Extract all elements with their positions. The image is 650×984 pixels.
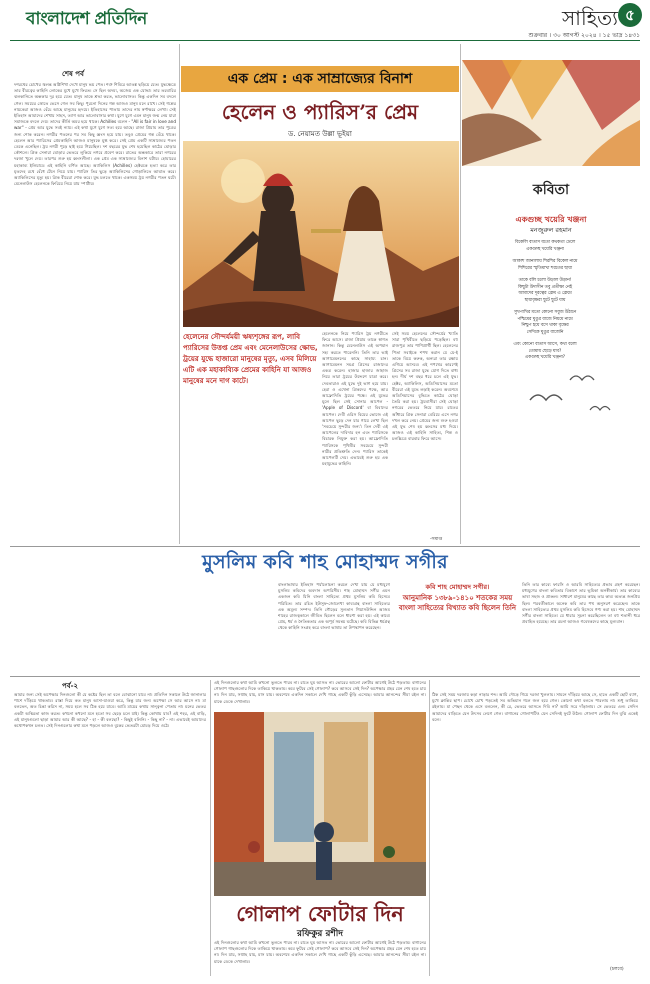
section2-header <box>10 548 640 578</box>
story-part-label: পর্ব-২ <box>62 682 79 690</box>
poem-title: একগুচ্ছ খয়েরি খঞ্জনা <box>515 215 587 224</box>
poem-illustration <box>462 60 640 166</box>
page-number: ৫ <box>618 3 642 27</box>
story-end-mark: (চলবে) <box>610 967 624 972</box>
poem-line: আমাদের দূরত্বের ফ্রেম এ ফ্রেমে <box>518 291 572 296</box>
feature-title: হেলেন ও প্যারিস’র প্রেম <box>221 100 419 124</box>
divider <box>460 44 461 544</box>
poem-line: আকাশ জানালায় শিরশির বিকেল নামে <box>512 259 578 264</box>
masthead-logo <box>26 6 226 32</box>
poem-body <box>470 240 620 362</box>
story-col2: এই দিনগুলোর কথা আমি কখনো ভুলতে পারব না। রাতে ঘুম আসত না। ভোরের আলো ফোটার আগেই উঠে পড়তাম। বাগানের গোলাপ গাছগুলোর দিকে তাকিয়ে থাকতাম। কবে ফুটবে সেই গোলাপ? কবে আসবে সেই দিন? অপেক্ষার প্রহর যেন শেষ হতে চায় না। দিন যায়, সপ্তাহ যায়, মাস যায়। অবশেষে একদিন সকালে দেখি গাছে একটি কুঁড়ি এসেছে। আমার আনন্দের সীমা রইল না। মাকে ডেকে দেখালাম। <box>214 680 426 704</box>
feature-pull-quote: হেলেনের সৌন্দর্যময়ী ঋষ্যশৃঙ্গের রূপ, লাবি প্যারিসের উত্তপ্ত প্রেম এবং মেনেলাউসের ক্ষোভ, ট্রয়ের যুদ্ধে হাজারো মানুষের মৃত্যু, এসব মিলিয়ে এটি এক মহাকাব্যিক প্রেমের কাহিনি যা আজও মানুষের মনে দাগ কাটে। <box>183 333 318 385</box>
left-col-heading: শেষ পর্ব <box>62 70 84 78</box>
birds-illustration <box>520 360 630 430</box>
story-col1: আমার জন্য সেই অপেক্ষার দিনগুলো কী যে কষ্টের ছিল তা বলে বোঝানো যাবে না। প্রতিদিন সকালে উঠে জানালার পাশে দাঁড়িয়ে থাকতাম। রাস্তা দিয়ে কত মানুষ আসা-যাওয়া করে, কিন্তু যার জন্য অপেক্ষা সে আর আসে না। মা বলতেন, অত চিন্তা করিস না, সময় হলে সব ঠিক হয়ে যাবে। আমি মায়ের কথায় সান্ত্বনা পেতাম না। মনের ভেতর একটা অস্থিরতা কাজ করত। কখনো কখনো মনে হতো সব ছেড়ে চলে যাই। কিন্তু কোথায় যাব? এই শহর, এই বাড়ি, এই মানুষগুলো ছাড়া আমার আর কী আছে? - হা - কী বলছো? - কিছুই বলিনি। - কিছু না? - না। এভাবেই আমাদের কথোপকথন চলত। সেই দিনগুলোর কথা মনে পড়লে আজও বুকের ভেতরটা মোচড় দিয়ে ওঠে। <box>14 692 206 729</box>
helen-paris-illustration <box>183 141 459 327</box>
section2-col1: বাংলাভাষার ইতিহাস পর্যালোচনা করলে দেখা যায় যে মধ্যযুগে মুসলিম কবিদের অবদান অপরিসীম। শাহ মোহাম্মদ সগীর এমন একজন কবি যিনি বাংলা সাহিত্যে প্রথম মুসলিম কবি হিসেবে পরিচিত। তার রচিত ইউসুফ-জোলেখা কাব্যগ্রন্থ বাংলা সাহিত্যের এক অমূল্য সম্পদ। তিনি গৌড়ের সুলতান গিয়াসউদ্দিন আজম শাহের রাজত্বকালে জীবিত ছিলেন বলে ধারণা করা হয়। এই কাব্যে প্রেম, ধর্ম ও নৈতিকতার এক অপূর্ব সমন্বয় ঘটেছে। কবি বিভিন্ন ধর্মগ্রন্থ থেকে কাহিনি সংগ্রহ করে বাংলা ভাষায় তা উপস্থাপন করেছেন। <box>278 582 390 631</box>
poem-line: একগুচ্ছ খয়েরি খঞ্জনা? <box>524 355 566 360</box>
section2-title: মুসলিম কবি শাহ মোহাম্মদ সগীর <box>202 551 448 573</box>
left-col-body: দশরথের চোখের জ্বলন্ত অগ্নিশিখা দেখে মানুষ ভয় পেত। শত্রু শিবিরে আতঙ্ক ছড়িয়ে যেত। যুদ্ধক্ষেত্রে তার বীরত্বের কাহিনি লোকের মুখে মুখে ফিরত। সে ছিল অদম্য, অজেয় এক যোদ্ধা। তার তরবারির ঝলকানিতে অন্ধকার দূর হয়ে যেত। মানুষ তাকে শ্রদ্ধা করত, ভালোবাসত। কিন্তু একদিন সব বদলে গেল। সময়ের স্রোতে ভেসে গেল সব কিছু। পুরনো দিনের গল্প আজও মানুষ মনে রাখে। সেই গল্পের নায়কেরা আজও বেঁচে আছে মানুষের হৃদয়ে। ইতিহাসের পাতায় তাদের নাম স্বর্ণাক্ষরে লেখা। সেই ইতিহাস আমাদের শেখায় সাহস, ত্যাগ আর ভালোবাসার কথা। যুগে যুগে এমন মানুষ জন্ম নেয় যারা সমাজকে বদলে দেয়। তাদের কীর্তি অমর হয়ে থাকে। Achilles বলেন - "All is fair in love and war" - প্রেম আর যুদ্ধে সবই ন্যায়। এই কথা যুগে যুগে সত্য হয়ে আছে। রাজা প্রিয়াম তার পুত্রের জন্য শোক করেন। নগরীর পতনের পর সব কিছু ধ্বংস হয়ে যায়। তবুও প্রেমের গল্প বেঁচে থাকে। হেলেন আর প্যারিসের প্রেমকাহিনি আজও মানুষকে মুগ্ধ করে। সেই প্রেম একটি সাম্রাজ্যের পতন ডেকে এনেছিল। ট্রয় নগরী পুড়ে ছাই হয়ে গিয়েছিল। দশ বছরের যুদ্ধ শেষ হয়েছিল কাঠের ঘোড়ার কৌশলে। গ্রিক সেনারা ঘোড়ার ভেতরে লুকিয়ে নগরে প্রবেশ করে। রাতের অন্ধকারে তারা নগরের দরজা খুলে দেয়। তারপর শুরু হয় ধ্বংসলীলা। এক প্রেম এক সাম্রাজ্যের বিনাশ ঘটায়। হোমারের মহাকাব্য ইলিয়াডে এই কাহিনি বর্ণিত আছে। অ্যাকিলিস (Achilles) হেক্টরকে হত্যা করে তার মৃতদেহ রথে বেঁধে টেনে নিয়ে যায়। প্যারিস তির ছুড়ে অ্যাকিলিসের গোড়ালিতে আঘাত করে। অ্যাকিলিসের মৃত্যু হয়। গ্রিক বীরেরা শোক করে। যুদ্ধ চলতে থাকে। একসময় ট্রয় নগরীর পতন ঘটে। মেনেলাউস হেলেনকে ফিরিয়ে নিয়ে যায় স্পার্টায়। <box>14 82 176 187</box>
poem-line: কিছুটা উদাসীন তবু প্রতীক্ষা নেই <box>518 284 572 290</box>
street-illustration <box>214 712 426 896</box>
poem-line: এবং কোনো বাতাস আসে, কথা বলো <box>513 342 577 347</box>
poem-line: তাকে বলি চলো উড়াল উড়ান! <box>518 278 572 283</box>
section2-quote-name: কবি শাহ মোহাম্মদ সগীর। <box>425 583 490 591</box>
poem-line: তোমায় ছেড়ে যাব? <box>528 348 562 354</box>
feature-end-mark: -সমাপ্ত <box>430 537 443 542</box>
section2-col3: তিনি তার কাব্যে ফারসি ও আরবি সাহিত্যের প্রভাব গ্রহণ করেছেন। মধ্যযুগের বাংলা কবিতার বিকাশে তার ভূমিকা অনস্বীকার্য। তার কাব্যের ভাষা সহজ ও প্রাঞ্জল। সাধারণ মানুষের কাছে তার কাব্য অত্যন্ত জনপ্রিয় ছিল। পরবর্তীকালে অনেক কবি তার পথ অনুসরণ করেছেন। তাকে বাংলা সাহিত্যের প্রথম মুসলিম কবি হিসেবে গণ্য করা হয়। শাহ মোহাম্মদ সগীর বাংলা সাহিত্যে যে ধারার সূচনা করেছিলেন তা বহু শতাব্দী ধরে প্রবাহিত হয়েছে। তার রচনা আজও গবেষকদের কাছে মূল্যবান। <box>522 582 640 625</box>
poem-line: বিকেলি বাতাস যতো কথকতা ঢেলে <box>514 240 576 245</box>
feature-col2: হেলেনকে নিয়ে প্যারিস ট্রয় নগরীতে ফিরে আসে। রাজা প্রিয়াম তাকে স্বাগত জানান। কিন্তু মেনেলাউস এই অপমান সহ্য করতে পারেননি। তিনি তার ভাই আগামেমননের কাছে সাহায্য চান। আগামেমনন সমগ্র গ্রিসের রাজাদের একত্র করেন। হাজার হাজার জাহাজ নিয়ে তারা ট্রয়ের উদ্দেশে যাত্রা করে। দেবতারাও এই যুদ্ধে দুই ভাগ হয়ে যায়। হেরা ও এথেনা গ্রিকদের পক্ষে, আর আফ্রোদিতি ট্রয়ের পক্ষে। এই যুদ্ধের মূলে ছিল সেই সোনার আপেল - 'Apple of Discord' বা বিবাদের আপেল। দেবী এরিস বিয়ের ভোজে এই আপেল ছুড়ে দেন যার গায়ে লেখা ছিল 'সবচেয়ে সুন্দরীর জন্য'। তিন দেবী এই আপেলের দাবিদার হন এবং প্যারিসকে বিচারক নিযুক্ত করা হয়। আফ্রোদিতি প্যারিসকে পৃথিবীর সবচেয়ে সুন্দরী নারীর প্রতিশ্রুতি দেন। প্যারিস তাকেই আপেলটি দেয়। এভাবেই শুরু হয় এক মহাযুদ্ধের কাহিনি। <box>322 331 388 467</box>
poem-line: সুখপাখির মতো কোনো সবুজ উঠানে <box>513 310 577 315</box>
story-top-rule <box>10 676 640 677</box>
divider <box>179 44 180 544</box>
logo-text: বাংলাদেশ প্রতিদিন <box>26 9 147 29</box>
masthead-rule <box>10 40 640 41</box>
feature-banner: এক প্রেম : এক সাম্রাজ্যের বিনাশ <box>181 66 459 92</box>
section2-quote: আনুমানিক ১৩৮৯-১৪১০ শতকের সময় বাংলা সাহিত্যের বিখ্যাত কবি ছিলেন তিনি <box>398 594 517 612</box>
poem-poet: মনজুরুল রহমান <box>530 226 572 234</box>
story-col2-bottom: এই দিনগুলোর কথা আমি কখনো ভুলতে পারব না। রাতে ঘুম আসত না। ভোরের আলো ফোটার আগেই উঠে পড়তাম। বাগানের গোলাপ গাছগুলোর দিকে তাকিয়ে থাকতাম। কবে ফুটবে সেই গোলাপ? কবে আসবে সেই দিন? অপেক্ষার প্রহর যেন শেষ হতে চায় না। দিন যায়, সপ্তাহ যায়, মাস যায়। অবশেষে একদিন সকালে দেখি গাছে একটি কুঁড়ি এসেছে। আমার আনন্দের সীমা রইল না। মাকে ডেকে দেখালাম। <box>214 940 426 964</box>
story-author: রফিকুর রশীদ <box>296 929 344 939</box>
date-line: শুক্রবার । ৩০ আগস্ট ২০২৪ । ১৫ ভাদ্র ১৪৩১ <box>528 32 640 39</box>
poem-line: সেদিকে ঘুঙুর বাজেনি <box>526 329 564 335</box>
story-title: গোলাপ ফোটার দিন <box>236 901 404 926</box>
section-title: সাহিত্য <box>561 6 618 30</box>
poem-line: নিশ্চুপ হয়ে বসে থাকা বৃক্ষের <box>521 323 569 328</box>
section2-top-rule <box>10 546 640 547</box>
poem-section-title: কবিতা <box>532 182 570 198</box>
poem-line: ছায়াবৃক্ষরা ছুটে ছুটে যায় <box>524 297 566 303</box>
poem-line: একগুচ্ছ খয়েরি খঞ্জনা <box>526 246 564 252</box>
feature-col3: সেই সময় হেলেনের সৌন্দর্যের খ্যাতি সারা পৃথিবীতে ছড়িয়ে পড়েছিল। বহু রাজপুত্র তার পাণিপ্রার্থী ছিল। হেলেনের পিতা সবাইকে শপথ করান যে যে-ই তাকে বিয়ে করুক, অন্যরা তার রক্ষায় এগিয়ে আসবে। এই শপথের কারণেই গ্রিসের সব রাজা যুদ্ধে যোগ দিতে বাধ্য হন। দীর্ঘ দশ বছর ধরে চলে এই যুদ্ধ। হেক্টর, অ্যাকিলিস, অডিসিয়াসের মতো বীরেরা এই যুদ্ধে লড়াই করেন। অবশেষে অডিসিয়াসের বুদ্ধিতে কাঠের ঘোড়া তৈরি করা হয়। ট্রয়বাসীরা সেই ঘোড়া নগরের ভেতরে নিয়ে যায়। রাতের আঁধারে গ্রিক সেনারা বেরিয়ে এসে নগর দখল করে নেয়। প্রেমের জন্য শুরু হওয়া এই যুদ্ধ শেষ হয় ধ্বংসের মধ্য দিয়ে। আজও এই কাহিনি সাহিত্য, শিল্প ও চলচ্চিত্রে বারবার ফিরে আসে। <box>392 331 458 442</box>
poem-line: শিশিরের স্মৃতিমাখা শরতের ছায়া <box>518 265 572 271</box>
story-col3: ঠিক সেই সময় দরজায় কড়া নাড়ার শব্দ। আমি দৌড়ে গিয়ে দরজা খুললাম। সামনে দাঁড়িয়ে আছে সে, হাতে একটি ছোট ব্যাগ, মুখে ক্লান্তির ছাপ। চোখে চোখ পড়তেই সব অভিমান গলে জল হয়ে গেল। কোনো কথা বলতে পারলাম না। শুধু তাকিয়ে রইলাম। মা পেছন থেকে এসে বললেন, কী রে, ভেতরে আসতে দিবি না? আমি সরে দাঁড়ালাম। সে ভেতরে এল। সেদিন আমাদের বাড়িতে যেন উৎসব লেগে গেল। বাগানের গোলাপটিও যেন সেদিনই ফুটে উঠল। গোলাপ ফোটার দিন বুঝি একেই বলে। <box>432 692 638 722</box>
feature-author: ড. নেয়ামত উল্লা ভূইয়া <box>288 130 352 138</box>
divider <box>429 680 430 976</box>
divider <box>210 680 211 976</box>
poem-line: পশ্চিমের ঘুঙুর বাজে নিয়মে নামে <box>517 316 573 322</box>
